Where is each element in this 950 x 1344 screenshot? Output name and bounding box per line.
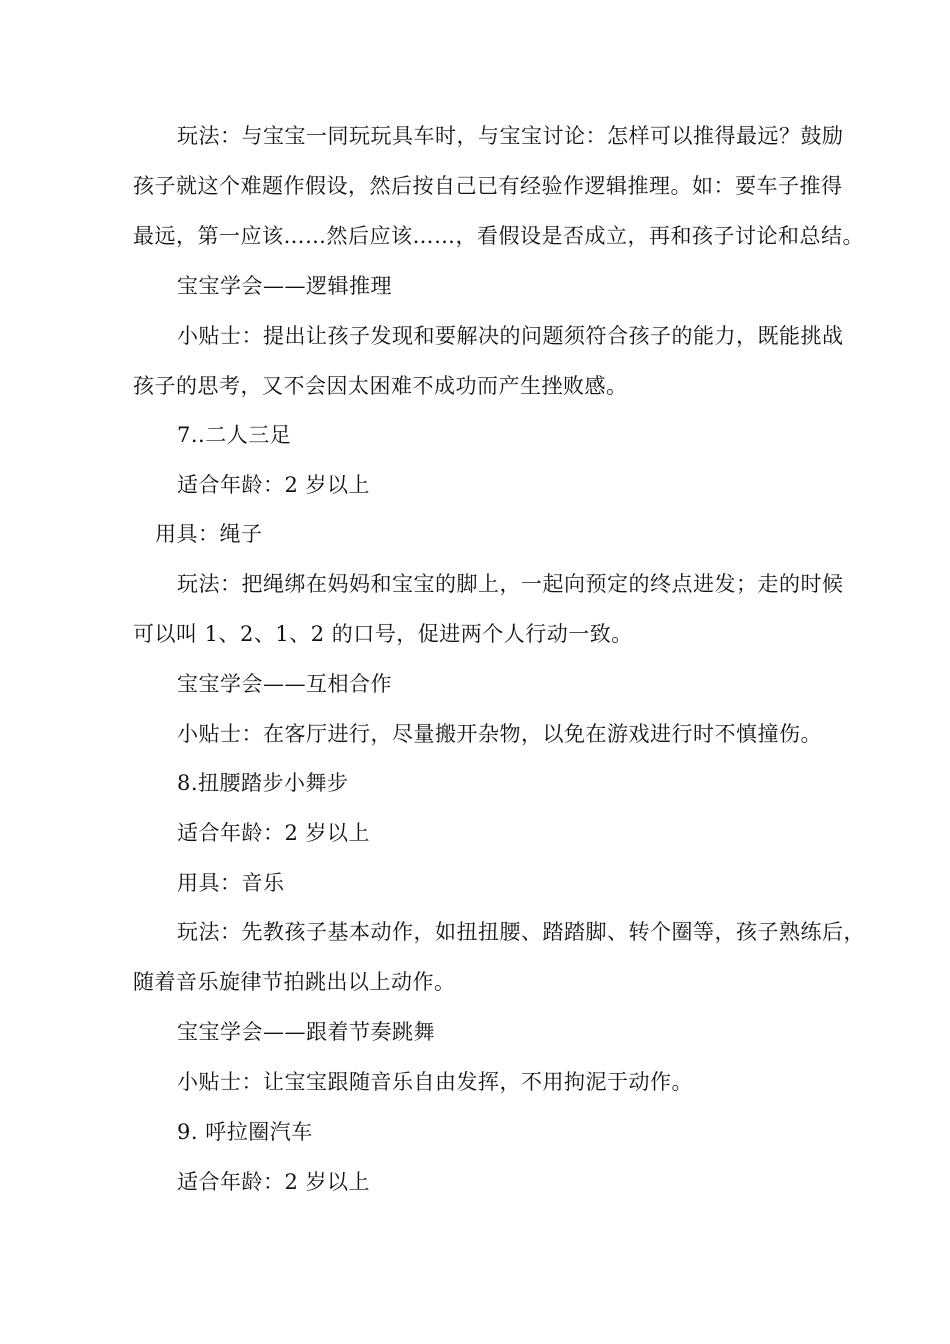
paragraph-line: 最远，第一应该……然后应该……，看假设是否成立，再和孩子讨论和总结。 xyxy=(133,224,864,248)
age-line: 适合年龄：2 岁以上 xyxy=(177,1170,371,1194)
paragraph-line: 玩法：与宝宝一同玩玩具车时，与宝宝讨论：怎样可以推得最远？鼓励 xyxy=(177,124,844,148)
tools-line: 用具：音乐 xyxy=(177,871,285,895)
paragraph-line: 小贴士：让宝宝跟随音乐自由发挥，不用拘泥于动作。 xyxy=(177,1070,693,1094)
section-title: 8.扭腰踏步小舞步 xyxy=(177,771,349,795)
paragraph-line: 孩子的思考，又不会因太困难不成功而产生挫败感。 xyxy=(133,374,628,398)
section-heading: 宝宝学会——互相合作 xyxy=(177,672,392,696)
paragraph-line: 玩法：把绳绑在妈妈和宝宝的脚上，一起向预定的终点进发；走的时候 xyxy=(177,572,844,596)
age-line: 适合年龄：2 岁以上 xyxy=(177,821,371,845)
section-title: 9. 呼拉圈汽车 xyxy=(177,1120,313,1144)
paragraph-line: 可以叫 1、2、1、2 的口号，促进两个人行动一致。 xyxy=(133,622,633,646)
section-title: 7..二人三足 xyxy=(177,423,292,447)
paragraph-line: 玩法：先教孩子基本动作，如扭扭腰、踏踏脚、转个圈等，孩子熟练后， xyxy=(177,920,865,944)
age-line: 适合年龄：2 岁以上 xyxy=(177,473,371,497)
paragraph-line: 小贴士：在客厅进行，尽量搬开杂物，以免在游戏进行时不慎撞伤。 xyxy=(177,722,822,746)
paragraph-line: 小贴士：提出让孩子发现和要解决的问题须符合孩子的能力，既能挑战 xyxy=(177,324,844,348)
section-heading: 宝宝学会——逻辑推理 xyxy=(177,274,392,298)
tools-line: 用具：绳子 xyxy=(155,522,263,546)
paragraph-line: 孩子就这个难题作假设，然后按自己已有经验作逻辑推理。如：要车子推得 xyxy=(133,174,843,198)
section-heading: 宝宝学会——跟着节奏跳舞 xyxy=(177,1020,435,1044)
paragraph-line: 随着音乐旋律节拍跳出以上动作。 xyxy=(133,970,456,994)
